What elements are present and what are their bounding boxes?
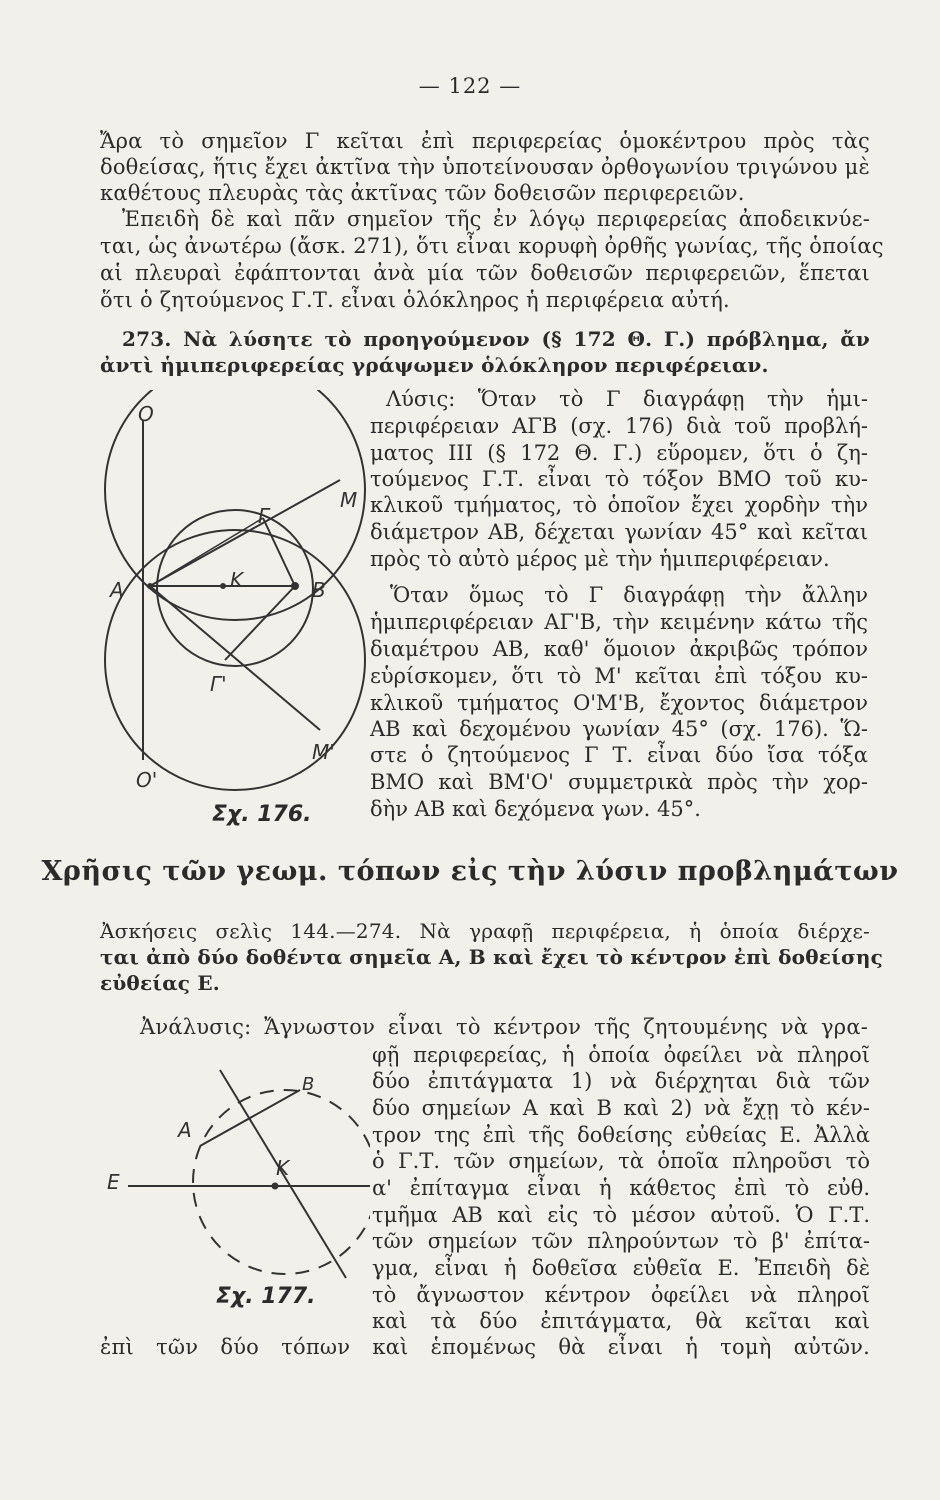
figure-176-caption: Σχ. 176. bbox=[212, 802, 312, 827]
analysis-line: τὸ ἄγνωστον κέντρον ὀφείλει νὰ πληροῖ bbox=[372, 1283, 870, 1307]
fig176-label-o: O bbox=[138, 402, 154, 426]
fig176-label-m: M bbox=[340, 488, 358, 512]
fig176-label-g-prime: Γ' bbox=[210, 672, 227, 696]
solution-line: εὑρίσκομεν, ὅτι τὸ Μ' κεῖται ἐπὶ τόξου κυ- bbox=[370, 664, 868, 688]
analysis-line: τῶν σημείων τῶν πληρούντων τὸ β' ἐπίτα- bbox=[372, 1229, 870, 1253]
fig176-label-o-prime: O' bbox=[136, 768, 158, 792]
analysis-line: ἐπὶ τῶν δύο τόπων καὶ ἑπομένως θὰ εἶναι ἡ τομὴ αὐτῶν. bbox=[100, 1335, 870, 1359]
fig177-label-a: A bbox=[178, 1118, 192, 1142]
analysis-line: Ἀνάλυσις: Ἄγνωστον εἶναι τὸ κέντρον τῆς ζητουμένης νὰ γρα- bbox=[140, 1015, 868, 1039]
analysis-line: δύο ἐπιτάγματα 1) νὰ διέρχηται διὰ τῶν bbox=[372, 1069, 870, 1093]
fig177-label-k: K bbox=[276, 1156, 290, 1180]
analysis-line: καὶ τὰ δύο ἐπιτάγματα, θὰ κεῖται καὶ bbox=[372, 1309, 870, 1333]
solution-line: ματος III (§ 172 Θ. Γ.) εὕρομεν, ὅτι ὁ ζη- bbox=[370, 441, 868, 465]
text-line: καθέτους πλευρὰς τὰς ἀκτῖνας τῶν δοθεισῶν περιφερειῶν. bbox=[100, 181, 745, 205]
solution-line: πρὸς τὸ αὐτὸ μέρος μὲ τὴν ἡμιπεριφέρειαν. bbox=[370, 547, 830, 571]
solution-line: περιφέρειαν ΑΓΒ (σχ. 176) διὰ τοῦ προβλή- bbox=[370, 414, 868, 438]
text-line: αἱ πλευραὶ ἐφάπτονται ἀνὰ μία τῶν δοθεισῶν περιφερειῶν, ἕπεται bbox=[100, 261, 870, 285]
analysis-line: τμῆμα ΑΒ καὶ εἰς τὸ μέσον αὐτοῦ. Ὁ Γ.Τ. bbox=[372, 1203, 870, 1227]
fig176-label-b: B bbox=[312, 578, 326, 602]
fig177-label-e: E bbox=[107, 1170, 120, 1194]
point-k bbox=[272, 1183, 279, 1190]
exercise-274-title: εὐθείας Ε. bbox=[100, 971, 220, 995]
section-heading: Χρῆσις τῶν γεωμ. τόπων εἰς τὴν λύσιν προβλημάτων bbox=[41, 856, 899, 887]
analysis-line: δύο σημείων Α καὶ Β καὶ 2) νὰ ἔχῃ τὸ κέν- bbox=[372, 1096, 870, 1120]
dashed-circle bbox=[193, 1090, 370, 1274]
text-line: Ἄρα τὸ σημεῖον Γ κεῖται ἐπὶ περιφερείας ὁμοκέντρου πρὸς τὰς bbox=[100, 129, 870, 153]
solution-line: ἡμιπεριφέρειαν ΑΓ'Β, τὴν κειμένην κάτω τῆς bbox=[370, 610, 868, 634]
solution-line: κλικοῦ τμήματος Ο'Μ'Β, ἔχοντος διάμετρον bbox=[370, 691, 868, 715]
analysis-line: ὁ Γ.Τ. τῶν σημείων, τὰ ὁποῖα πληροῦσι τὸ bbox=[372, 1149, 870, 1173]
fig176-label-m-prime: M' bbox=[312, 740, 335, 764]
figure-177-caption: Σχ. 177. bbox=[216, 1284, 316, 1309]
segment-ab bbox=[200, 1090, 300, 1146]
solution-line: στε ὁ ζητούμενος Γ Τ. εἶναι δύο ἴσα τόξα bbox=[370, 743, 868, 767]
text-line: δοθείσας, ἥτις ἔχει ἀκτῖνα τὴν ὑποτείνουσαν ὀρθογωνίου τριγώνου μὲ bbox=[100, 155, 870, 179]
analysis-line: φῇ περιφερείας, ἡ ὁποία ὀφείλει νὰ πληροῖ bbox=[372, 1043, 870, 1067]
solution-line: δὴν ΑΒ καὶ δεχόμενα γων. 45°. bbox=[370, 797, 701, 821]
fig176-label-a: A bbox=[110, 578, 124, 602]
exercise-273-title: ἀντὶ ἡμιπεριφερείας γράψωμεν ὁλόκληρον περιφέρειαν. bbox=[100, 353, 769, 377]
figure-177 bbox=[100, 1060, 370, 1290]
fig177-label-b: B bbox=[302, 1074, 315, 1095]
point-b bbox=[291, 582, 299, 590]
exercise-274-title: Ἀσκήσεις σελὶς 144.—274. Νὰ γραφῇ περιφέρεια, ἡ ὁποία διέρχε- bbox=[100, 919, 870, 943]
exercise-274-title: ται ἀπὸ δύο δοθέντα σημεῖα Α, Β καὶ ἔχει τὸ κέντρον ἐπὶ δοθείσης bbox=[100, 945, 884, 969]
solution-line: κλικοῦ τμήματος, τὸ ὁποῖον ἔχει χορδὴν τὴν bbox=[370, 493, 868, 517]
solution-line: ΒΜΟ καὶ ΒΜ'Ο' συμμετρικὰ πρὸς τὴν χορ- bbox=[370, 770, 868, 794]
solution-line: διαμέτρου ΑΒ, καθ' ὅμοιον ἀκριβῶς τρόπον bbox=[370, 637, 868, 661]
solution-line: διάμετρον ΑΒ, δέχεται γωνίαν 45° καὶ κεῖται bbox=[370, 520, 868, 544]
analysis-line: γμα, εἶναι ἡ δοθεῖσα εὐθεῖα Ε. Ἐπειδὴ δὲ bbox=[372, 1256, 870, 1280]
solution-line: ΑΒ καὶ δεχομένου γωνίαν 45° (σχ. 176). Ὥ- bbox=[370, 717, 868, 741]
exercise-273-title: 273. Νὰ λύσητε τὸ προηγούμενον (§ 172 Θ. Γ.) πρόβλημα, ἄν bbox=[122, 327, 870, 351]
fig176-label-k: K bbox=[230, 568, 244, 592]
text-line: ται, ὡς ἀνωτέρω (ἄσκ. 271), ὅτι εἶναι κορυφὴ ὀρθῆς γωνίας, τῆς ὁποίας bbox=[100, 234, 884, 258]
text-line: ὅτι ὁ ζητούμενος Γ.Τ. εἶναι ὁλόκληρος ἡ περιφέρεια αὐτή. bbox=[100, 288, 730, 312]
line-a-m-prime bbox=[150, 586, 320, 730]
solution-line: Ὅταν ὅμως τὸ Γ διαγράφῃ τὴν ἄλλην bbox=[390, 583, 868, 607]
solution-line: Λύσις: Ὅταν τὸ Γ διαγράφῃ τὴν ἡμι- bbox=[386, 387, 868, 411]
analysis-line: α' ἐπίταγμα εἶναι ἡ κάθετος ἐπὶ τὸ εὐθ. bbox=[372, 1176, 870, 1200]
fig176-label-g: Γ bbox=[258, 504, 270, 528]
figure-176 bbox=[95, 390, 455, 820]
point-a bbox=[147, 583, 153, 589]
text-line: Ἐπειδὴ δὲ καὶ πᾶν σημεῖον τῆς ἐν λόγῳ περιφερείας ἀποδεικνύε- bbox=[122, 207, 870, 231]
line-g-b bbox=[263, 518, 295, 586]
point-k bbox=[220, 583, 226, 589]
solution-line: τούμενος Γ.Τ. εἶναι τὸ τόξον ΒΜΟ τοῦ κυ- bbox=[370, 467, 868, 491]
line-a-g bbox=[150, 518, 263, 586]
page-number: — 122 — bbox=[418, 74, 522, 98]
analysis-line: τρον της ἐπὶ τῆς δοθείσης εὐθείας Ε. Ἀλλὰ bbox=[372, 1123, 870, 1147]
